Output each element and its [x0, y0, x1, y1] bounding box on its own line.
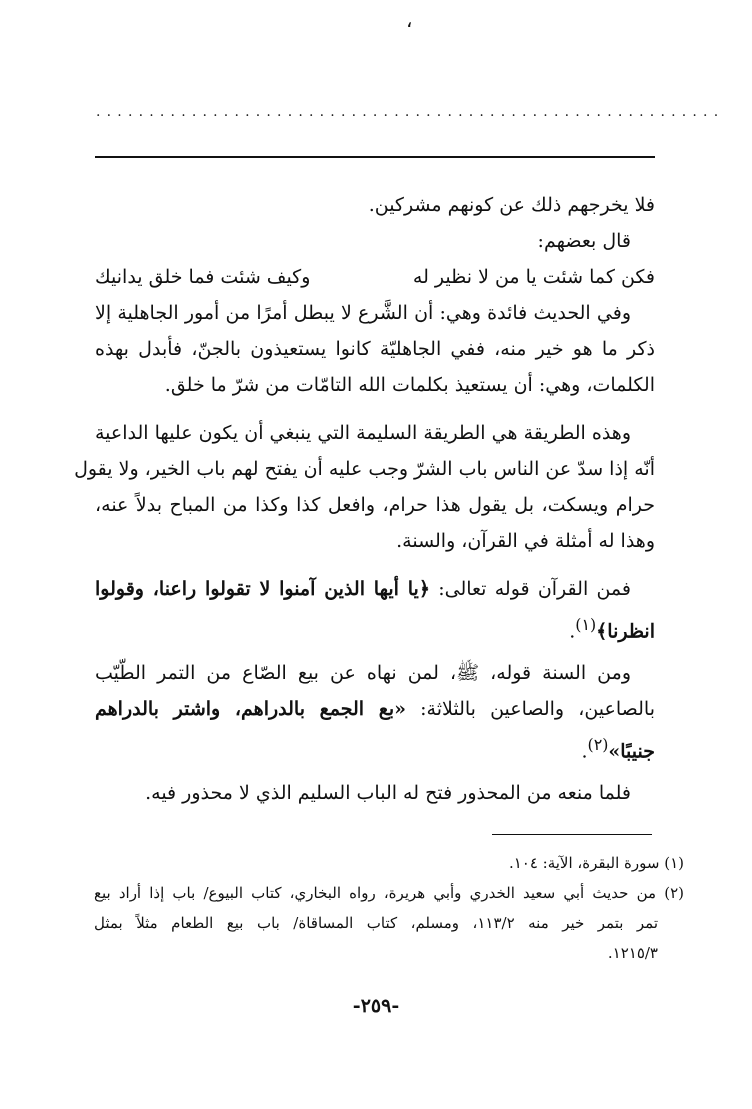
text-line: فلا يخرجهم ذلك عن كونهم مشركين.: [368, 194, 655, 216]
page-number: -٢٥٩-: [352, 995, 400, 1017]
poem-verse: [95, 259, 655, 295]
text-line: أنّه إذا سدّ عن الناس باب الشرّ وجب عليه أن يفتح لهم باب الخير، ولا يقول: [74, 458, 655, 480]
text-line: [95, 691, 655, 727]
footnotes: [94, 848, 684, 968]
top-mark: ،: [406, 8, 413, 32]
text-line: الكلمات، وهي: أن يستعيذ بكلمات الله التامّات من شرّ ما خلق.: [164, 374, 655, 396]
verse-intro: فمن القرآن قوله تعالى:: [438, 578, 631, 600]
dotted-separator: ...........................................................: [96, 104, 725, 120]
footnote-number: (١): [664, 854, 684, 872]
text-line: وهذه الطريقة هي الطريقة السليمة التي ينبغي أن يكون عليها الداعية: [95, 422, 631, 444]
text-line: حرام ويسكت، بل يقول هذا حرام، وافعل كذا وكذا من المباح بدلاً عنه،: [95, 494, 655, 516]
footnote-2: [94, 878, 684, 908]
footnote-2-line-2: تمر بتمر خير منه ١١٣/٢، ومسلم، كتاب المساقاة/ باب بيع الطعام مثلاً بمثل: [94, 914, 658, 932]
footnote-ref: (٢): [587, 735, 609, 754]
main-text: [74, 187, 656, 811]
hadith-intro: بالصاعين، والصاعين بالثلاثة:: [420, 698, 656, 720]
text-line: انظرنا﴾$^{(١)}$.: [569, 615, 655, 643]
text-line: ذكر ما هو خير منه، ففي الجاهليّة كانوا يستعيذون بالجنّ، فأبدل بهذه: [95, 338, 655, 360]
footnote-rule: [492, 834, 652, 835]
verse-second-hemistich: وكيف شئت فما خلق يدانيك: [95, 266, 311, 288]
text-line: وهذا له أمثلة في القرآن، والسنة.: [396, 530, 655, 552]
verse-first-hemistich: فكن كما شئت يا من لا نظير له: [412, 266, 655, 288]
top-rule: [95, 156, 655, 158]
footnote-text: سورة البقرة، الآية: ١٠٤.: [508, 854, 660, 872]
footnote-1: [94, 848, 684, 878]
text-line: جنيبًا»$^{(٢)}$.: [581, 735, 655, 763]
text-line: فلما منعه من المحذور فتح له الباب السليم الذي لا محذور فيه.: [145, 782, 631, 804]
hadith-quote: «بع الجمع بالدراهم، واشتر بالدراهم: [95, 698, 407, 720]
quran-verse-end: انظرنا﴾: [596, 620, 655, 643]
hadith-quote-end: جنيبًا»: [608, 740, 655, 763]
footnote-number: (٢): [664, 884, 684, 902]
footnote-ref: (١): [575, 615, 597, 634]
quran-verse: ﴿يا أيها الذين آمنوا لا تقولوا راعنا، وقولوا: [95, 578, 430, 600]
text-line: ومن السنة قوله، ﷺ، لمن نهاه عن بيع الصّاع من التمر الطّيّب: [95, 662, 631, 684]
footnote-text: من حديث أبي سعيد الخدري وأبي هريرة، رواه البخاري، كتاب البيوع/ باب إذا أراد بيع: [94, 884, 657, 902]
footnote-2-line-3: ١٢١٥/٣.: [607, 944, 658, 962]
text-line: [95, 571, 655, 607]
text-line: وفي الحديث فائدة وهي: أن الشَّرع لا يبطل أمرًا من أمور الجاهلية إلا: [95, 302, 631, 324]
text-line: قال بعضهم:: [537, 230, 631, 252]
